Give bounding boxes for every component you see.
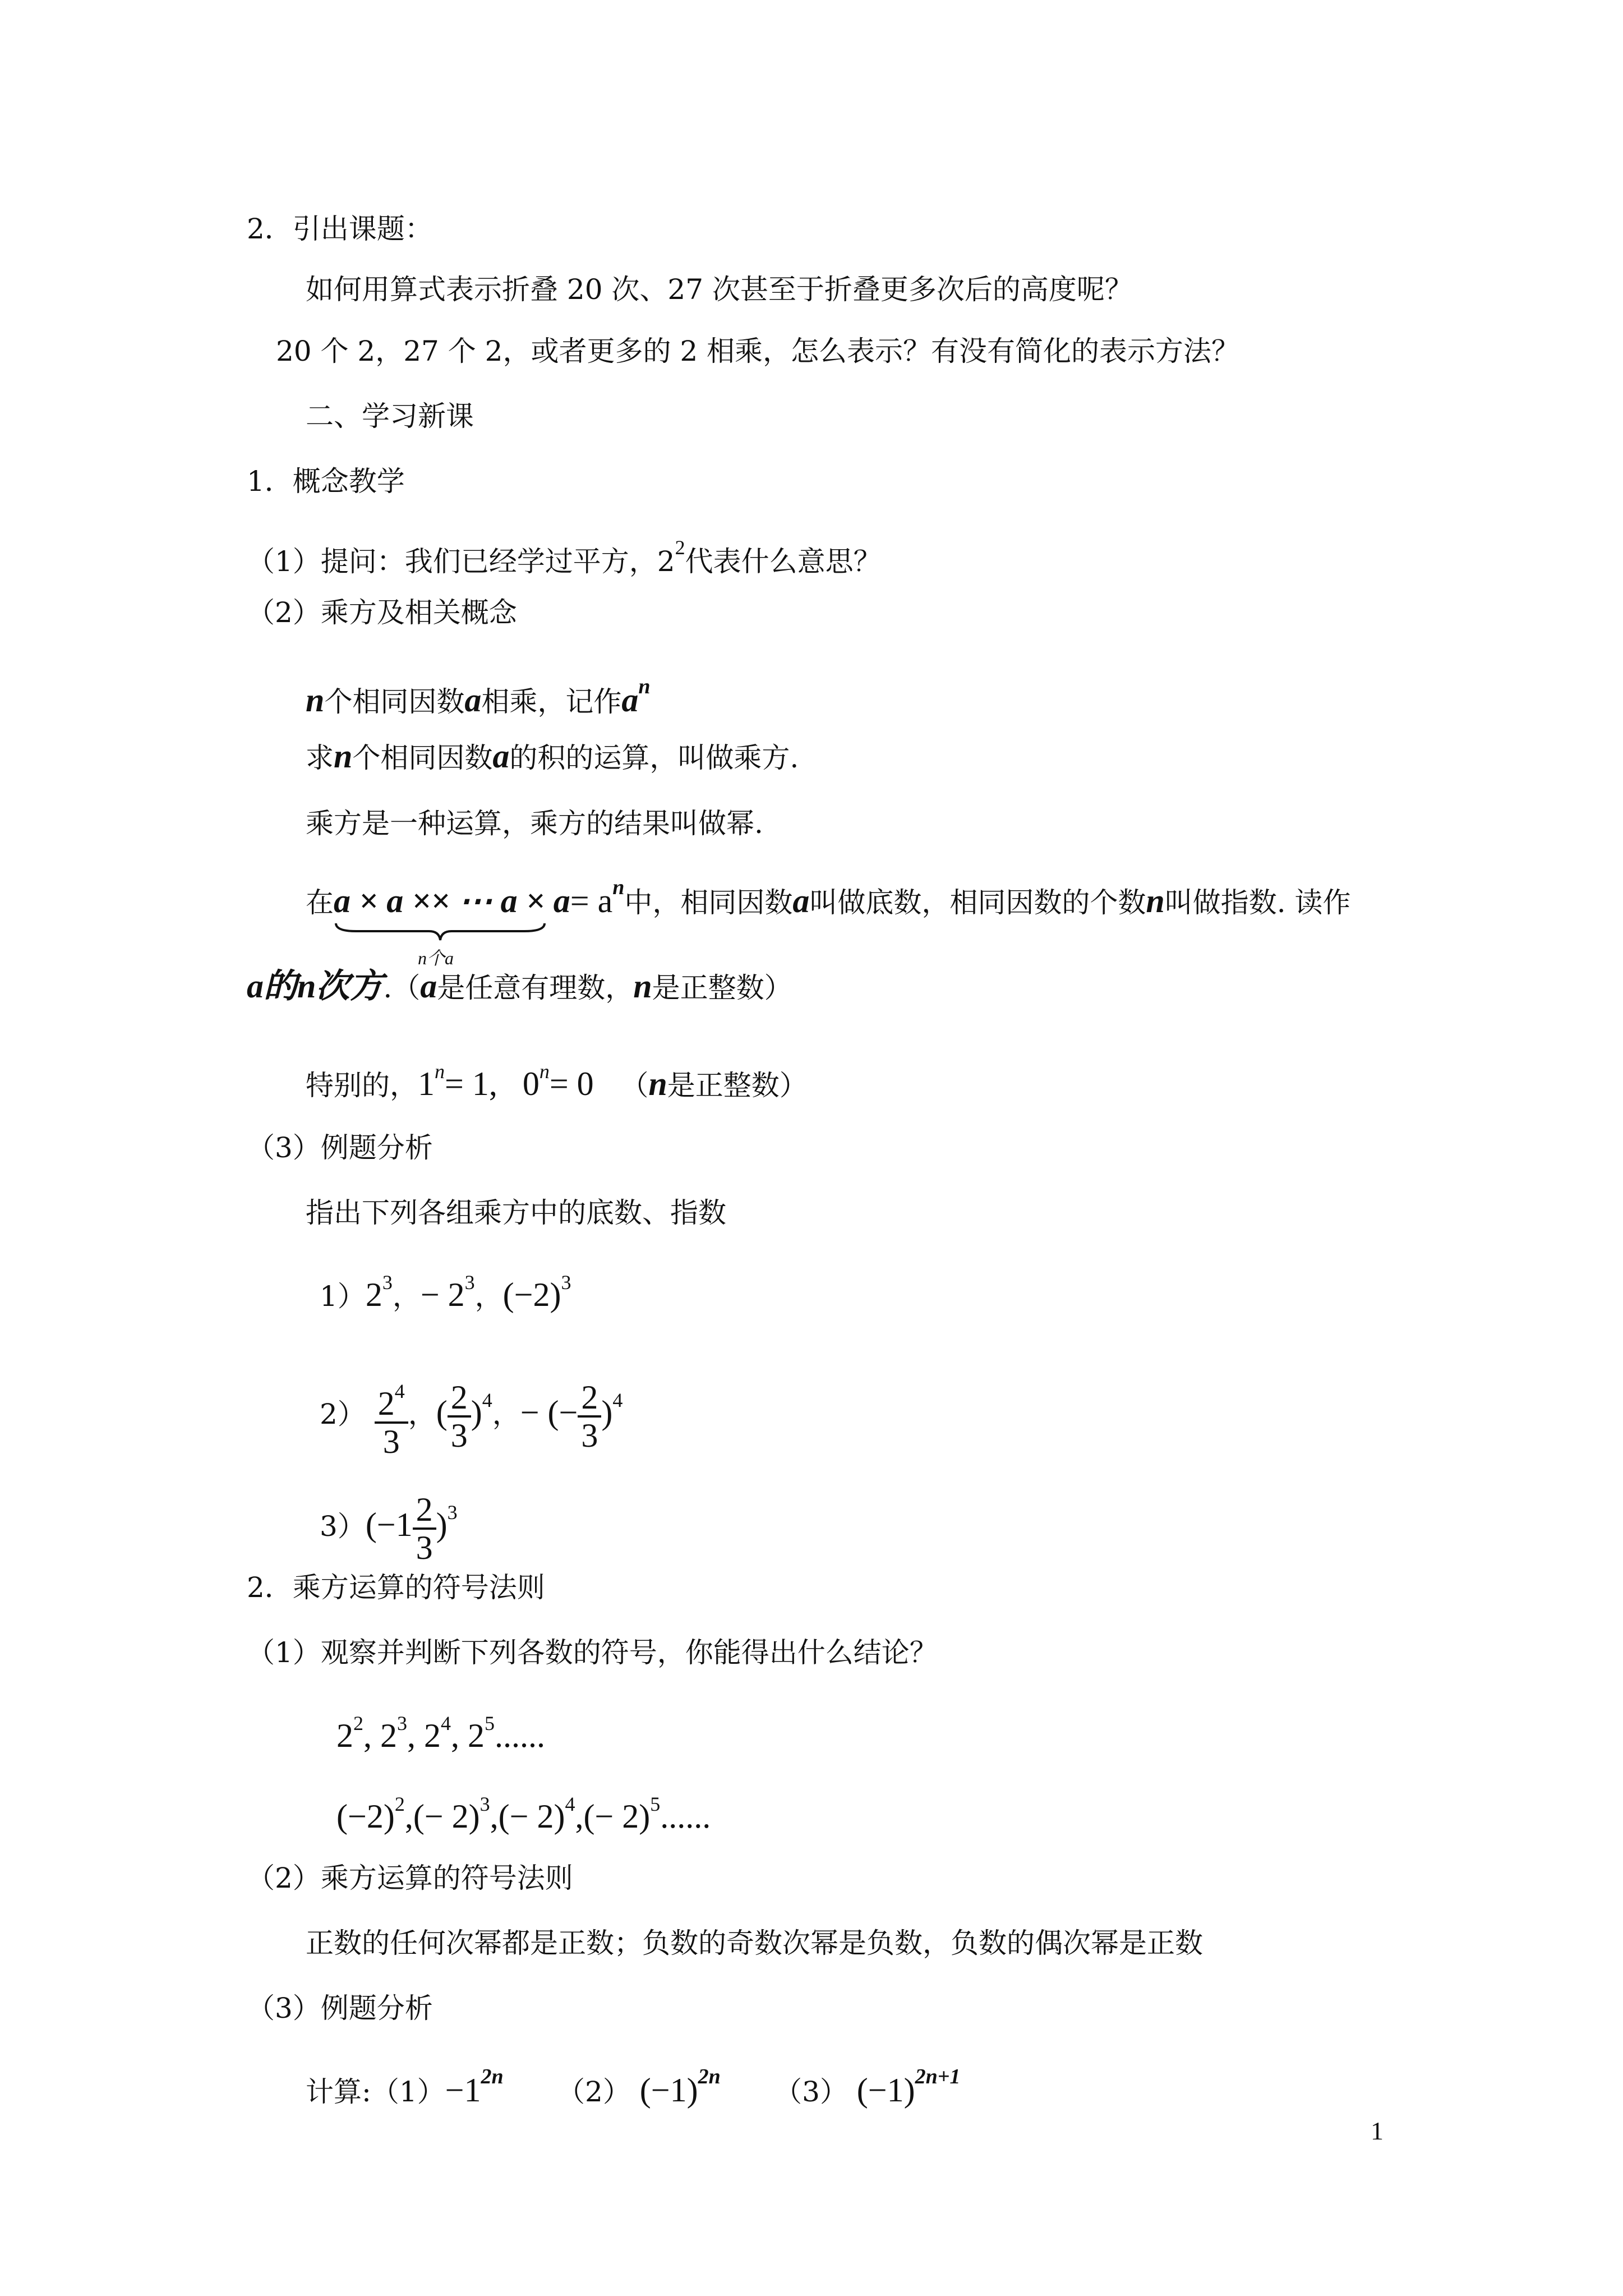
heading-concept-teaching: 1．概念教学 <box>247 465 405 498</box>
sequence-positive-base: $2^2$, $2^3$, $2^4$, $2^5$...... <box>336 1712 545 1754</box>
definition-base-exponent: 在a × a ×× ⋯ a × a n个a = $a^n$中，相同因数a叫做底数，相同因数的个数n叫做指数. 读作 <box>306 876 1351 968</box>
question-observe-signs: （1）观察并判断下列各数的符号，你能得出什么结论？ <box>247 1636 938 1669</box>
example-2: 2） $\frac{2^4}{3}$ ，( $\frac{2}{3}$ )$^4$，− (− $\frac{2}{3}$ )$^4$ <box>320 1361 623 1460</box>
definition-power-notation: n个相同因数a相乘，记作$a^n$ <box>306 675 651 719</box>
heading-new-lesson: 二、学习新课 <box>306 400 474 432</box>
fraction: $\frac{2}{3}$ <box>413 1492 436 1566</box>
paragraph-multiply-question: 20 个 2，27 个 2，或者更多的 2 相乘，怎么表示？有没有简化的表示方法？ <box>276 335 1240 367</box>
definition-exponentiation: 求n个相同因数a的积的运算，叫做乘方. <box>306 738 799 775</box>
fraction: $\frac{2^4}{3}$ <box>375 1373 408 1460</box>
page-number: 1 <box>1371 2116 1384 2145</box>
definition-power-result: 乘方是一种运算，乘方的结果叫做幂. <box>306 807 763 840</box>
example-1: $1)2^3$，− $2^3$，$(-2)^3$ <box>320 1271 571 1313</box>
paragraph-fold-question: 如何用算式表示折叠 20 次、27 次甚至于折叠更多次后的高度呢？ <box>306 273 1133 306</box>
sequence-negative-base: $(-2)^2,(- 2)^3,(- 2)^4,(- 2)^5$...... <box>336 1793 711 1835</box>
example-3: 3）(−1 $\frac{2}{3}$ )$^3$ <box>320 1491 458 1566</box>
heading-power-concepts: （2）乘方及相关概念 <box>247 596 517 629</box>
heading-example-analysis-2: （3）例题分析 <box>247 1992 433 2024</box>
special-cases: 特别的，$1^n= 1$, $0^n= 0$ （n是正整数） <box>306 1060 808 1102</box>
paragraph-sign-rule: 正数的任何次幂都是正数；负数的奇数次幂是负数，负数的偶次幂是正数 <box>306 1927 1203 1959</box>
heading-sign-rule-statement: （2）乘方运算的符号法则 <box>247 1862 573 1894</box>
question-square-meaning: （1）提问：我们已经学过平方，$2^2$代表什么意思？ <box>247 536 882 578</box>
fraction: $\frac{2}{3}$ <box>578 1379 601 1453</box>
product-underbrace: a × a ×× ⋯ a × a n个a <box>334 882 570 968</box>
heading-sign-rules: 2．乘方运算的符号法则 <box>247 1571 545 1604</box>
reading-power: a的n次方.（a是任意有理数，n是正整数） <box>247 968 792 1005</box>
fraction: $\frac{2}{3}$ <box>448 1379 471 1453</box>
underbrace-icon <box>334 921 547 944</box>
heading-intro-topic: 2．引出课题： <box>247 213 433 245</box>
heading-example-analysis-1: （3）例题分析 <box>247 1131 433 1164</box>
instruction-identify-base-exponent: 指出下列各组乘方中的底数、指数 <box>306 1197 726 1229</box>
exercise-compute: 计算$:(1)-1^{2n}$ （2） $(-1)^{2n}$ （3） $(-1)^{2n+1}$ <box>306 2065 961 2109</box>
